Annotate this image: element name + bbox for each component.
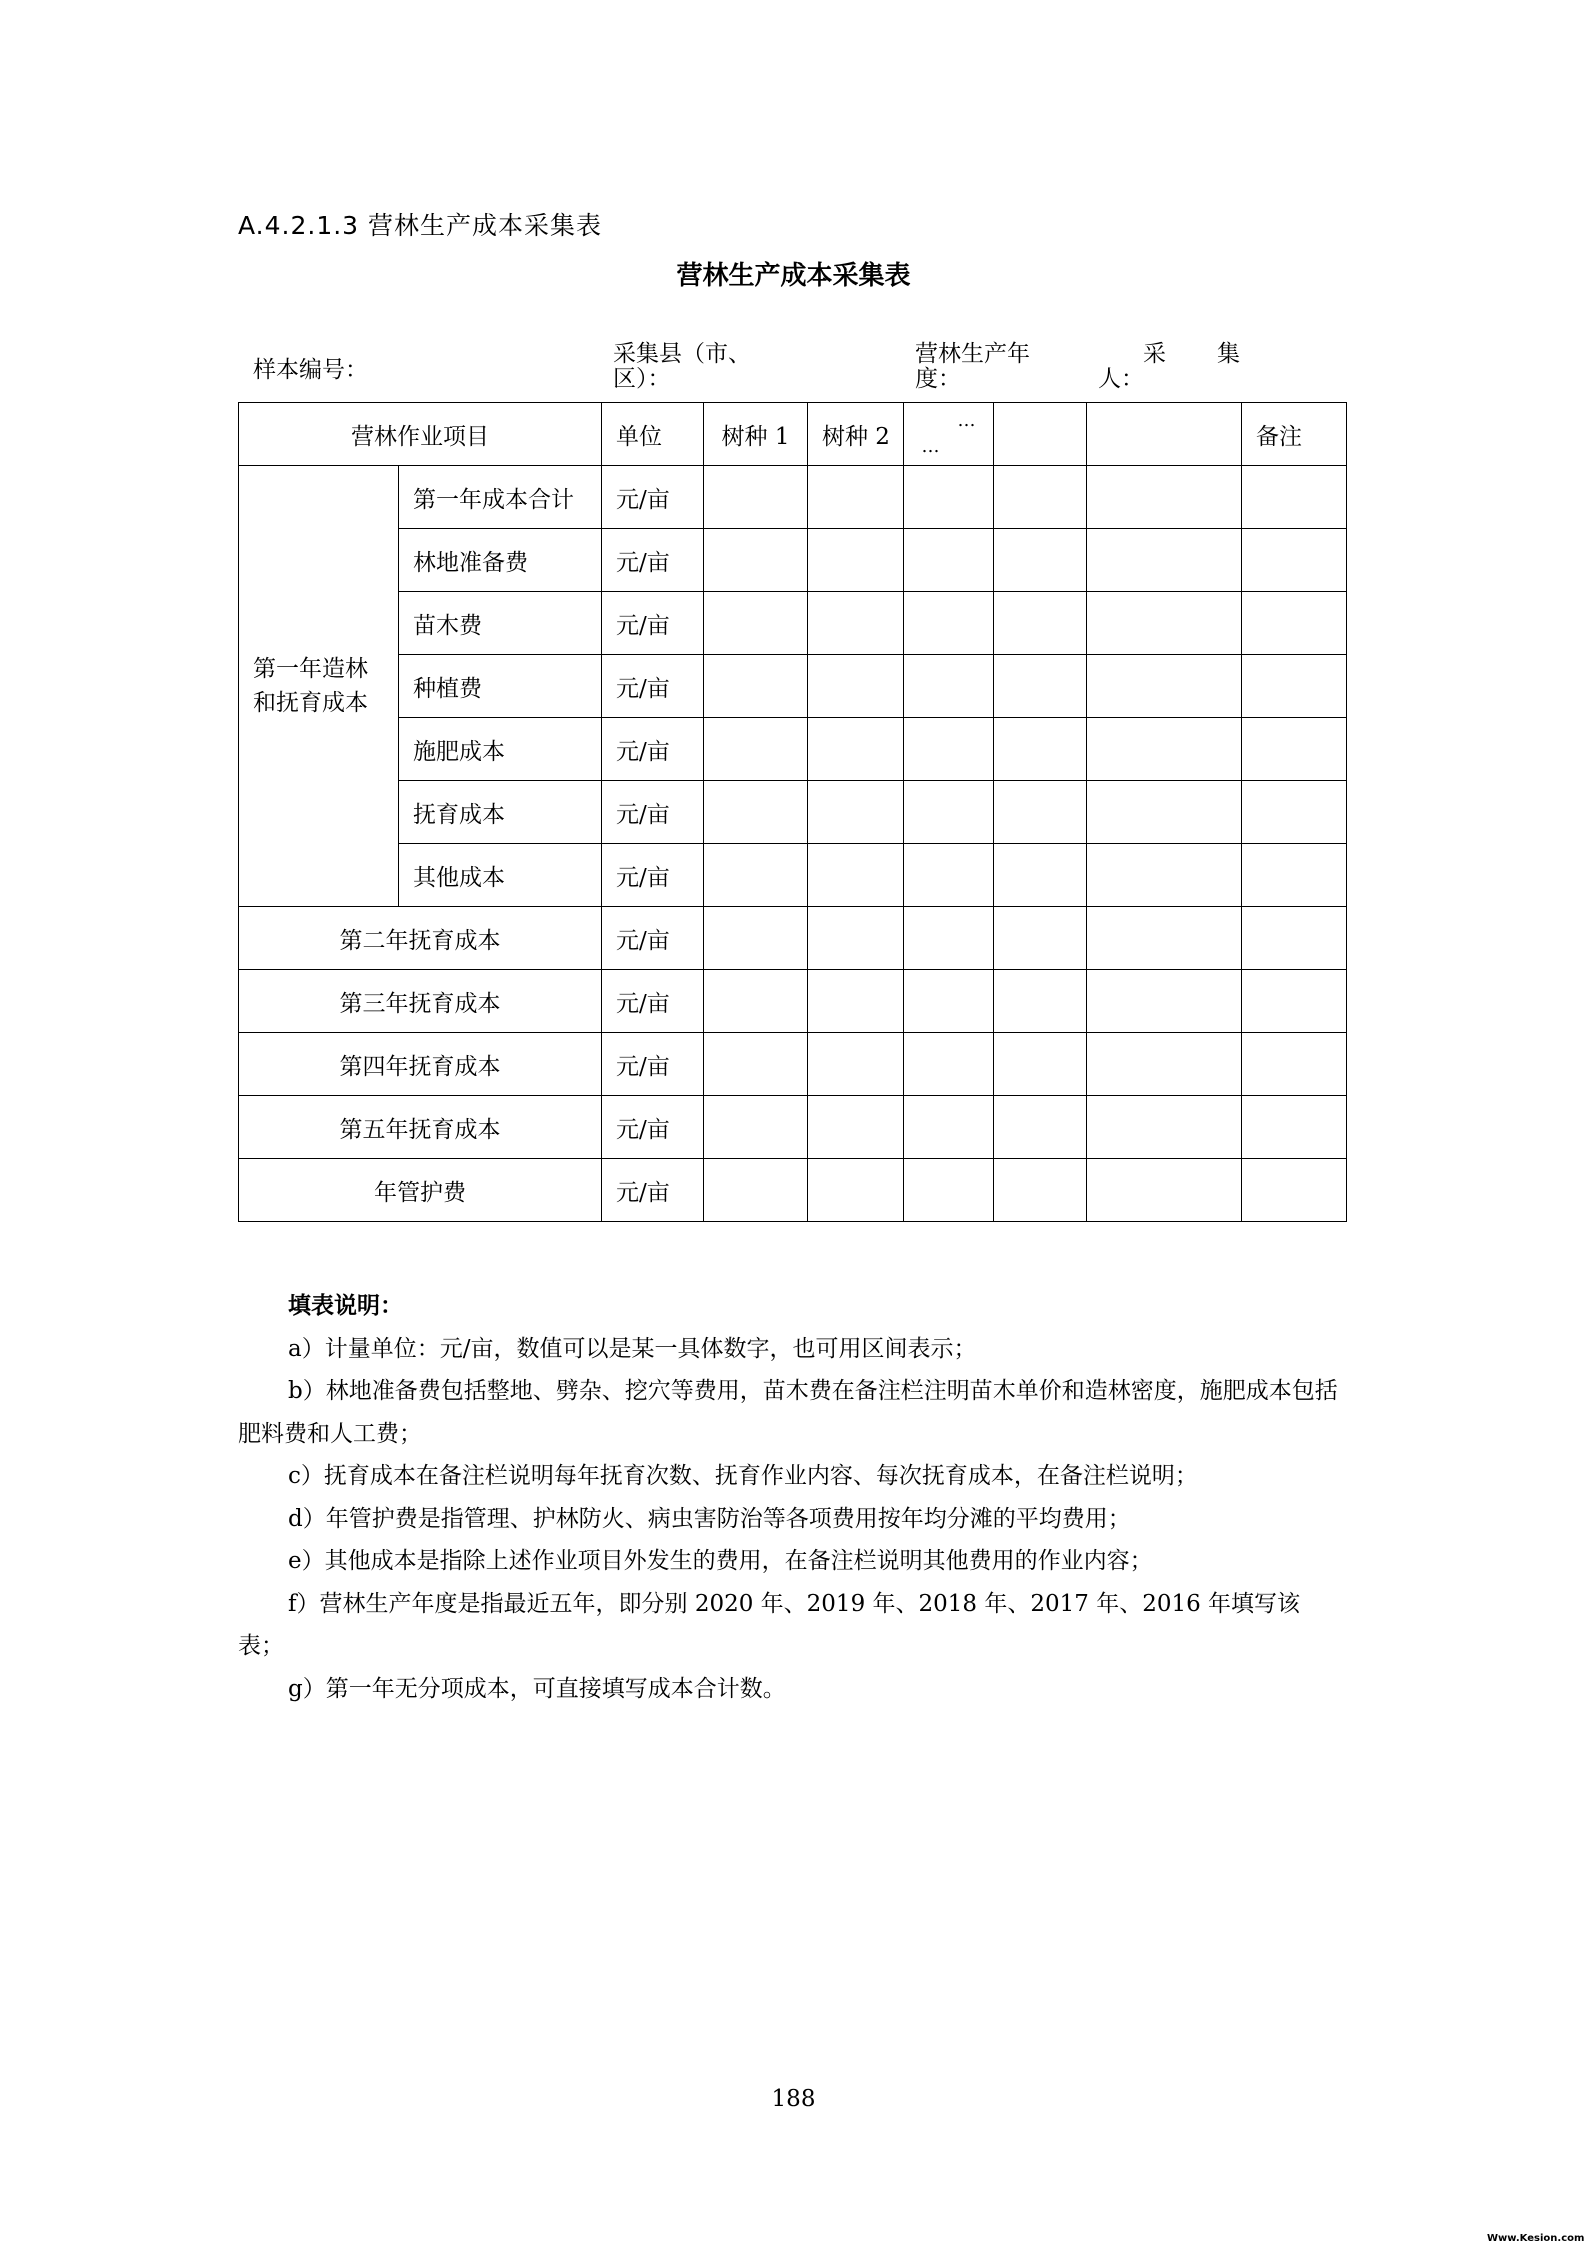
input-cell[interactable]: [1087, 970, 1242, 1033]
input-cell[interactable]: [904, 907, 994, 970]
input-cell[interactable]: [704, 592, 808, 655]
row-label: 施肥成本: [399, 718, 602, 781]
header-species-1: 树种 1: [704, 403, 808, 466]
input-cell[interactable]: [808, 1159, 904, 1222]
input-cell[interactable]: [904, 1033, 994, 1096]
input-cell[interactable]: [1242, 1096, 1347, 1159]
input-cell[interactable]: [808, 907, 904, 970]
input-cell[interactable]: [904, 1096, 994, 1159]
row-unit: 元/亩: [602, 718, 704, 781]
input-cell[interactable]: [994, 592, 1087, 655]
input-cell[interactable]: [994, 466, 1087, 529]
note-item: d）年管护费是指管理、护林防火、病虫害防治等各项费用按年均分滩的平均费用；: [288, 1505, 1131, 1532]
input-cell[interactable]: [704, 1033, 808, 1096]
note-item: g）第一年无分项成本，可直接填写成本合计数。: [288, 1675, 786, 1702]
group-label-first-year: 第一年造林和抚育成本: [239, 466, 399, 907]
production-year-label: 营林生产年 度：: [915, 341, 1030, 392]
table-row: [239, 1159, 1347, 1222]
input-cell[interactable]: [1087, 655, 1242, 718]
collector-label: 采 集 人：: [1098, 341, 1254, 392]
input-cell[interactable]: [704, 718, 808, 781]
input-cell[interactable]: [1242, 844, 1347, 907]
input-cell[interactable]: [1242, 466, 1347, 529]
header-item: 营林作业项目: [239, 403, 602, 466]
input-cell[interactable]: [994, 718, 1087, 781]
header-remark: 备注: [1242, 403, 1347, 466]
header-row: [239, 403, 1347, 466]
input-cell[interactable]: [1087, 592, 1242, 655]
collection-county-label: 采集县（市、 区）：: [613, 341, 751, 392]
input-cell[interactable]: [1087, 718, 1242, 781]
row-label: 种植费: [399, 655, 602, 718]
input-cell[interactable]: [1087, 1159, 1242, 1222]
input-cell[interactable]: [808, 718, 904, 781]
note-item: b）林地准备费包括整地、劈杂、挖穴等费用，苗木费在备注栏注明苗木单价和造林密度，施肥成本包括肥料费和人工费；: [238, 1378, 1338, 1447]
input-cell[interactable]: [1242, 718, 1347, 781]
sample-number-label: 样本编号：: [253, 357, 368, 383]
filling-notes: [238, 1285, 1346, 1710]
input-cell[interactable]: [994, 1159, 1087, 1222]
page-number: 188: [771, 2086, 816, 2112]
row-label: 林地准备费: [399, 529, 602, 592]
table-row: [239, 844, 1347, 907]
input-cell[interactable]: [704, 907, 808, 970]
row-label: 苗木费: [399, 592, 602, 655]
input-cell[interactable]: [1242, 1159, 1347, 1222]
input-cell[interactable]: [808, 655, 904, 718]
table-body: [239, 403, 1347, 1222]
input-cell[interactable]: [1242, 592, 1347, 655]
row-unit: 元/亩: [602, 1096, 704, 1159]
notes-title: 填表说明：: [288, 1293, 403, 1319]
input-cell[interactable]: [1242, 781, 1347, 844]
input-cell[interactable]: [1242, 907, 1347, 970]
input-cell[interactable]: [904, 529, 994, 592]
input-cell[interactable]: [1087, 1096, 1242, 1159]
input-cell[interactable]: [994, 655, 1087, 718]
input-cell[interactable]: [808, 592, 904, 655]
note-item: f）营林生产年度是指最近五年，即分别 2020 年、2019 年、2018 年、2017 年、2016 年填写该表；: [238, 1590, 1301, 1659]
input-cell[interactable]: [904, 592, 994, 655]
input-cell[interactable]: [904, 970, 994, 1033]
input-cell[interactable]: [808, 1096, 904, 1159]
input-cell[interactable]: [704, 1159, 808, 1222]
row-unit: 元/亩: [602, 655, 704, 718]
watermark: Www.Kesion.com: [1487, 2233, 1585, 2244]
input-cell[interactable]: [1242, 970, 1347, 1033]
row-label: 其他成本: [399, 844, 602, 907]
input-cell[interactable]: [1087, 466, 1242, 529]
input-cell[interactable]: [704, 466, 808, 529]
row-label: 第四年抚育成本: [239, 1033, 602, 1096]
row-unit: 元/亩: [602, 844, 704, 907]
row-label: 第一年成本合计: [399, 466, 602, 529]
input-cell[interactable]: [1087, 844, 1242, 907]
input-cell[interactable]: [704, 1096, 808, 1159]
input-cell[interactable]: [904, 1159, 994, 1222]
note-item: c）抚育成本在备注栏说明每年抚育次数、抚育作业内容、每次抚育成本，在备注栏说明；: [288, 1463, 1198, 1489]
row-unit: 元/亩: [602, 1033, 704, 1096]
input-cell[interactable]: [808, 529, 904, 592]
table-row: [239, 529, 1347, 592]
table-row: [239, 907, 1347, 970]
input-cell[interactable]: [994, 1096, 1087, 1159]
input-cell[interactable]: [704, 970, 808, 1033]
row-unit: 元/亩: [602, 781, 704, 844]
header-blank-2: [1087, 403, 1242, 466]
note-item: a）计量单位：元/亩，数值可以是某一具体数字，也可用区间表示；: [288, 1335, 977, 1362]
table-row: [239, 1033, 1347, 1096]
table-title: 营林生产成本采集表: [676, 261, 911, 291]
row-unit: 元/亩: [602, 592, 704, 655]
row-label: 第五年抚育成本: [239, 1096, 602, 1159]
input-cell[interactable]: [808, 781, 904, 844]
input-cell[interactable]: [1087, 529, 1242, 592]
cost-collection-table: [238, 402, 1347, 1222]
input-cell[interactable]: [994, 1033, 1087, 1096]
input-cell[interactable]: [704, 844, 808, 907]
input-cell[interactable]: [904, 844, 994, 907]
input-cell[interactable]: [1087, 1033, 1242, 1096]
input-cell[interactable]: [704, 655, 808, 718]
note-item: e）其他成本是指除上述作业项目外发生的费用，在备注栏说明其他费用的作业内容；: [288, 1548, 1153, 1574]
section-heading: A.4.2.1.3 营林生产成本采集表: [238, 211, 603, 240]
input-cell[interactable]: [1242, 529, 1347, 592]
input-cell[interactable]: [808, 466, 904, 529]
table-row: [239, 655, 1347, 718]
table-row: [239, 781, 1347, 844]
input-cell[interactable]: [808, 844, 904, 907]
row-unit: 元/亩: [602, 1159, 704, 1222]
table-row: [239, 970, 1347, 1033]
header-unit: 单位: [602, 403, 704, 466]
input-cell[interactable]: [1087, 907, 1242, 970]
row-unit: 元/亩: [602, 466, 704, 529]
table-row: [239, 1096, 1347, 1159]
input-cell[interactable]: [994, 781, 1087, 844]
input-cell[interactable]: [994, 844, 1087, 907]
row-unit: 元/亩: [602, 907, 704, 970]
header-species-2: 树种 2: [808, 403, 904, 466]
notes-list: [238, 1328, 1346, 1711]
input-cell[interactable]: [1242, 655, 1347, 718]
input-cell[interactable]: [904, 781, 994, 844]
input-cell[interactable]: [704, 529, 808, 592]
input-cell[interactable]: [808, 970, 904, 1033]
table-row: [239, 466, 1347, 529]
input-cell[interactable]: [1242, 1033, 1347, 1096]
row-label: 第二年抚育成本: [239, 907, 602, 970]
input-cell[interactable]: [904, 718, 994, 781]
row-unit: 元/亩: [602, 529, 704, 592]
input-cell[interactable]: [704, 781, 808, 844]
header-ellipsis: … …: [904, 403, 994, 466]
row-label: 年管护费: [239, 1159, 602, 1222]
input-cell[interactable]: [904, 466, 994, 529]
table-row: [239, 592, 1347, 655]
row-label: 第三年抚育成本: [239, 970, 602, 1033]
input-cell[interactable]: [994, 907, 1087, 970]
input-cell[interactable]: [808, 1033, 904, 1096]
table-row: [239, 718, 1347, 781]
input-cell[interactable]: [904, 655, 994, 718]
row-unit: 元/亩: [602, 970, 704, 1033]
header-blank-1: [994, 403, 1087, 466]
input-cell[interactable]: [1087, 781, 1242, 844]
row-label: 抚育成本: [399, 781, 602, 844]
input-cell[interactable]: [994, 970, 1087, 1033]
input-cell[interactable]: [994, 529, 1087, 592]
